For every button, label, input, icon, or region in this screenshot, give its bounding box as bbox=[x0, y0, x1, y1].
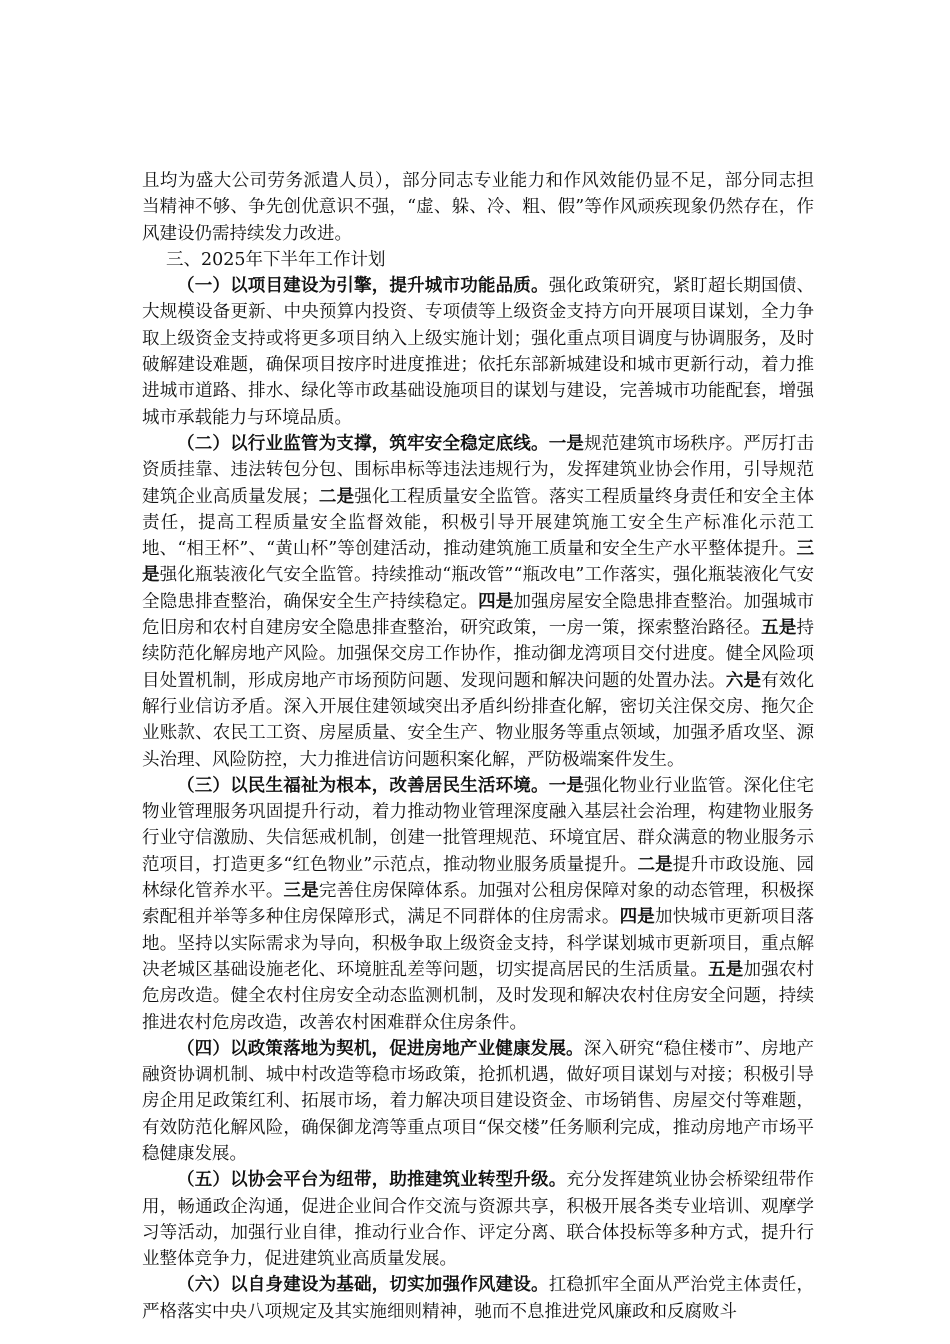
item-3-text-5: 加强农村危房改造。健全农村住房安全动态监测机制，及时发现和解决农村住房安全问题，持续推进农村危房改造，改善农村困难群众住房条件。 bbox=[142, 959, 815, 1033]
item-5-title: （五）以协会平台为纽带，助推建筑业转型升级。 bbox=[177, 1170, 567, 1191]
item-2-keyword-3: 三是 bbox=[142, 539, 814, 586]
item-3-keyword-1: 一是 bbox=[548, 775, 585, 796]
item-2-keyword-6: 六是 bbox=[725, 670, 762, 691]
item-3-text-3: 完善住房保障体系。加强对公租房保障对象的动态管理，积极探索配租并举等多种住房保障形式，满足不同群体的住房需求。 bbox=[142, 881, 815, 928]
item-3-paragraph bbox=[142, 773, 814, 1036]
item-2-text-2: 强化工程质量安全监管。落实工程质量终身责任和安全主体责任，提高工程质量安全监督效能，积极引导开展建筑施工安全生产标准化示范工地、“相王杯”、“黄山杯”等创建活动，推动建筑施工质量和安全生产水平整体提升。 bbox=[142, 486, 815, 560]
item-2-keyword-1: 一是 bbox=[548, 433, 585, 454]
item-3-text-4: 加快城市更新项目落地。坚持以实际需求为导向，积极争取上级资金支持，科学谋划城市更新项目，重点解决老城区基础设施老化、环境脏乱差等问题，切实提高居民的生活质量。 bbox=[142, 907, 815, 980]
document-page bbox=[142, 168, 814, 1325]
item-4-paragraph bbox=[142, 1036, 814, 1167]
item-5-body: 充分发挥建筑业协会桥梁纽带作用，畅通政企沟通，促进企业间合作交流与资源共享，积极开展各类专业培训、观摩学习等活动，加强行业自律，推动行业合作、评定分离、联合体投标等多种方式，提升行业整体竞争力，促进建筑业高质量发展。 bbox=[142, 1170, 815, 1270]
item-3-title: （三）以民生福祉为根本，改善居民生活环境。 bbox=[177, 775, 549, 796]
item-2-text-6: 有效化解行业信访矛盾。深入开展住建领域突出矛盾纠纷排查化解，密切关注保交房、拖欠企业账款、农民工工资、房屋质量、安全生产、物业服务等重点领域，加强矛盾攻坚、源头治理、风险防控，大力推进信访问题积案化解，严防极端案件发生。 bbox=[142, 670, 815, 770]
item-2-keyword-5: 五是 bbox=[761, 618, 797, 639]
item-4-title: （四）以政策落地为契机，促进房地产业健康发展。 bbox=[177, 1038, 584, 1059]
item-2-text-5: 持续防范化解房地产风险。加强保交房工作协作，推动御龙湾项目交付进度。健全风险项目处置机制，形成房地产市场预防问题、发现问题和解决问题的处置办法。 bbox=[142, 618, 815, 691]
item-6-title: （六）以自身建设为基础，切实加强作风建设。 bbox=[177, 1275, 549, 1296]
item-5-paragraph bbox=[142, 1167, 814, 1272]
item-2-keyword-4: 四是 bbox=[478, 591, 514, 612]
item-3-keyword-4: 四是 bbox=[619, 907, 655, 928]
item-3-keyword-3: 三是 bbox=[283, 881, 319, 902]
item-1-body: 强化政策研究，紧盯超长期国债、大规模设备更新、中央预算内投资、专项债等上级资金支持方向开展项目谋划，全力争取上级资金支持或将更多项目纳入上级实施计划；强化重点项目调度与协调服务，及时破解建设难题，确保项目按序时进度推进；依托东部新城建设和城市更新行动，着力推进城市道路、排水、绿化等市政基础设施项目的谋划与建设，完善城市功能配套，增强城市承载能力与环境品质。 bbox=[142, 276, 815, 428]
paragraph-intro: 且均为盛大公司劳务派遣人员），部分同志专业能力和作风效能仍显不足，部分同志担当精神不够、争先创优意识不强，“虚、躲、冷、粗、假”等作风顽疾现象仍然存在，作风建设仍需持续发力改进。 bbox=[142, 171, 814, 244]
item-1-paragraph bbox=[142, 273, 814, 431]
item-2-title: （二）以行业监管为支撑，筑牢安全稳定底线。 bbox=[177, 433, 549, 454]
item-2-keyword-2: 二是 bbox=[318, 486, 355, 507]
item-6-paragraph bbox=[142, 1272, 814, 1325]
item-2-paragraph bbox=[142, 431, 814, 773]
item-6-body: 扛稳抓牢全面从严治党主体责任，严格落实中央八项规定及其实施细则精神，驰而不息推进党风廉政和反腐败斗 bbox=[142, 1275, 815, 1322]
item-3-keyword-2: 二是 bbox=[637, 854, 673, 875]
item-1-title: （一）以项目建设为引擎，提升城市功能品质。 bbox=[177, 276, 549, 297]
item-3-text-2: 提升市政设施、园林绿化管养水平。 bbox=[142, 854, 815, 902]
item-2-text-4: 加强房屋安全隐患排查整治。加强城市危旧房和农村自建房安全隐患排查整治，研究政策，一房一策，探索整治路径。 bbox=[142, 591, 815, 639]
item-3-keyword-5: 五是 bbox=[708, 959, 744, 980]
item-2-text-1: 规范建筑市场秩序。严厉打击资质挂靠、违法转包分包、围标串标等违法违规行为，发挥建筑业协会作用，引导规范建筑企业高质量发展； bbox=[142, 433, 815, 507]
item-3-text-1: 强化物业行业监管。深化住宅物业管理服务巩固提升行动，着力推动物业管理深度融入基层社会治理，构建物业服务行业守信激励、失信惩戒机制，创建一批管理规范、环境宜居、群众满意的物业服务示范项目，打造更多“红色物业”示范点，推动物业服务质量提升。 bbox=[142, 775, 815, 875]
section-heading: 三、2025年下半年工作计划 bbox=[166, 249, 386, 270]
item-2-text-3: 强化瓶装液化气安全监管。持续推动“瓶改管”“瓶改电”工作落实，强化瓶装液化气安全隐患排查整治，确保安全生产持续稳定。 bbox=[142, 565, 814, 612]
item-4-body: 深入研究“稳住楼市”、房地产融资协调机制、城中村改造等稳市场政策，抢抓机遇，做好项目谋划与对接；积极引导房企用足政策红利、拓展市场，着力解决项目建设资金、市场销售、房屋交付等难题，有效防范化解风险，确保御龙湾等重点项目“保交楼”任务顺利完成，推动房地产市场平稳健康发展。 bbox=[142, 1038, 814, 1164]
